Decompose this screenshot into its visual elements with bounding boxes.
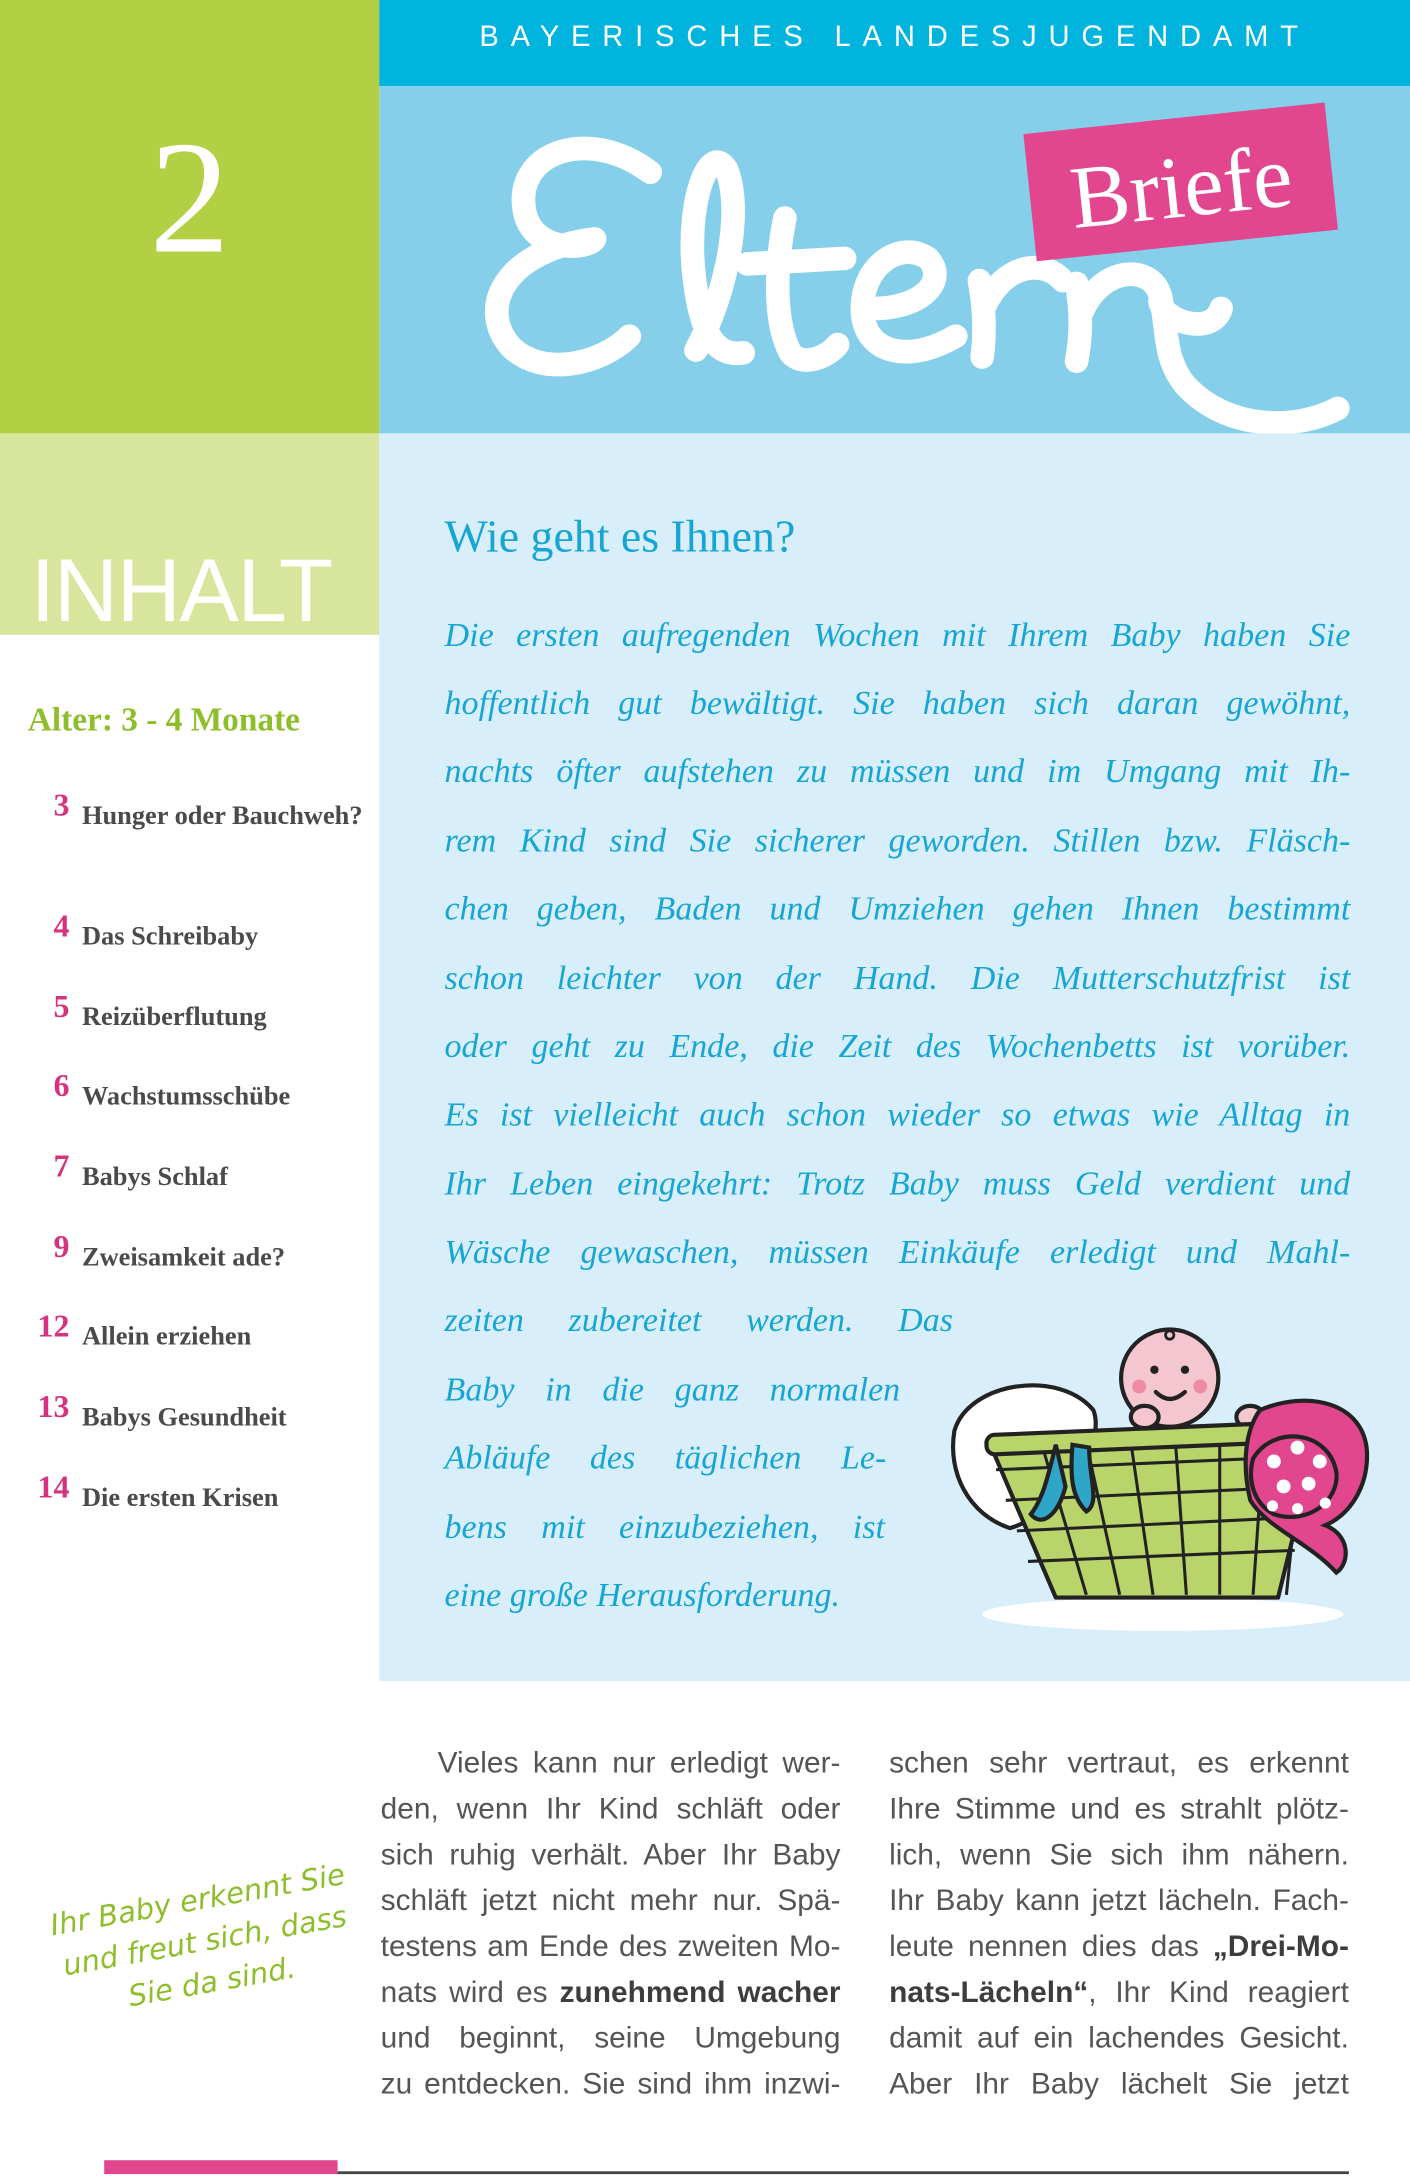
toc-page-number: 14 <box>37 1469 70 1505</box>
toc-page-number: 12 <box>37 1308 70 1344</box>
body-line: Vieles kann nur erledigt wer- <box>437 1746 841 1780</box>
toc-title: Die ersten Krisen <box>81 1483 279 1513</box>
body-line: nats wird es zunehmend wacher <box>380 1975 841 2009</box>
body-line: Ihr Baby kann jetzt lächeln. Fach- <box>889 1883 1349 1918</box>
intro-line: Wäsche gewaschen, müssen Einkäufe erledigt und Mahl- <box>444 1233 1351 1272</box>
body-line: leute nennen dies das „Drei-Mo- <box>889 1929 1349 1963</box>
footer-rule <box>338 2171 1349 2174</box>
intro-line: hoffentlich gut bewältigt. Sie haben sich daran gewöhnt, <box>444 684 1351 723</box>
toc-title: Babys Schlaf <box>81 1162 228 1192</box>
toc-item[interactable] <box>0 788 379 880</box>
intro-line: bens mit einzubeziehen, ist <box>444 1508 885 1547</box>
intro-line: Abläufe des täglichen Le- <box>444 1439 887 1477</box>
intro-line: zeiten zubereitet werden. Das <box>444 1301 953 1340</box>
intro-line: Ihr Leben eingekehrt: Trotz Baby muss Geld verdient und <box>444 1165 1351 1204</box>
body-line: zu entdecken. Sie sind ihm inzwi- <box>380 2067 841 2101</box>
emphasis: nats-Lächeln“ <box>889 1975 1089 2009</box>
emphasis: zunehmend wacher <box>559 1975 841 2009</box>
intro-line: oder geht zu Ende, die Zeit des Wochenbetts ist vorüber. <box>444 1028 1351 1066</box>
body-line: lich, wenn Sie sich ihm nähern. <box>889 1837 1349 1872</box>
toc-page-number: 4 <box>53 908 70 944</box>
body-line: sich ruhig verhält. Aber Ihr Baby <box>380 1837 841 1872</box>
toc-page-number: 13 <box>37 1389 70 1424</box>
body-line: und beginnt, seine Umgebung <box>380 2021 841 2055</box>
toc-title: Babys Gesundheit <box>81 1403 287 1433</box>
intro-line: Es ist vielleicht auch schon wieder so etwas wie Alltag in <box>444 1096 1351 1134</box>
toc-title: Hunger oder Bauchweh? <box>81 801 363 831</box>
agency-name: BAYERISCHES LANDESJUGENDAMT <box>479 20 1310 53</box>
intro-line: Die ersten aufregenden Wochen mit Ihrem Baby haben Sie <box>444 616 1351 655</box>
issue-number: 2 <box>149 109 230 288</box>
laundry-basket-baby-illustration <box>934 1306 1379 1639</box>
body-line: schen sehr vertraut, es erkennt <box>889 1746 1349 1780</box>
side-quote: Ihr Baby erkennt Sie und freut sich, dass Sie da sind. <box>47 1857 350 2014</box>
toc-page-number: 9 <box>53 1229 70 1265</box>
intro-line: chen geben, Baden und Umziehen gehen Ihnen bestimmt <box>444 890 1351 928</box>
toc-title: Allein erziehen <box>81 1322 252 1352</box>
toc-page-number: 5 <box>53 989 70 1024</box>
intro-line: rem Kind sind Sie sicherer geworden. Stillen bzw. Fläsch- <box>444 822 1351 860</box>
body-line: Aber Ihr Baby lächelt Sie jetzt <box>889 2067 1349 2101</box>
body-line: Ihre Stimme und es strahlt plötz- <box>889 1792 1349 1826</box>
elternbriefe-logo <box>379 86 1410 461</box>
toc-title: Wachstumsschübe <box>81 1082 291 1112</box>
briefe-badge-text: Briefe <box>1065 127 1297 248</box>
footer-accent-bar <box>104 2160 337 2174</box>
toc-page-number: 6 <box>53 1068 70 1104</box>
body-line: damit auf ein lachendes Gesicht. <box>889 2021 1349 2055</box>
intro-line: Baby in die ganz normalen <box>444 1371 901 1409</box>
age-range: Alter: 3 - 4 Monate <box>27 702 300 740</box>
body-line: schläft jetzt nicht mehr nur. Spä- <box>380 1883 841 1918</box>
body-line: testens am Ende des zweiten Mo- <box>380 1929 841 1963</box>
intro-line: eine große Herausforderung. <box>444 1576 841 1615</box>
toc-title: Das Schreibaby <box>81 922 259 952</box>
intro-line: schon leichter von der Hand. Die Mutterschutzfrist ist <box>444 959 1351 998</box>
body-line: den, wenn Ihr Kind schläft oder <box>380 1792 841 1826</box>
toc-title: Reizüberflutung <box>81 1003 267 1033</box>
intro-line: nachts öfter aufstehen zu müssen und im Umgang mit Ih- <box>444 752 1351 791</box>
body-line: nats-Lächeln“, Ihr Kind reagiert <box>889 1975 1349 2009</box>
emphasis: „Drei-Mo- <box>1212 1929 1349 1963</box>
intro-heading: Wie geht es Ihnen? <box>444 512 796 563</box>
contents-heading: INHALT <box>30 540 332 641</box>
toc-page-number: 7 <box>53 1148 70 1184</box>
toc-title: Zweisamkeit ade? <box>81 1243 286 1273</box>
toc-page-number: 3 <box>53 787 70 823</box>
